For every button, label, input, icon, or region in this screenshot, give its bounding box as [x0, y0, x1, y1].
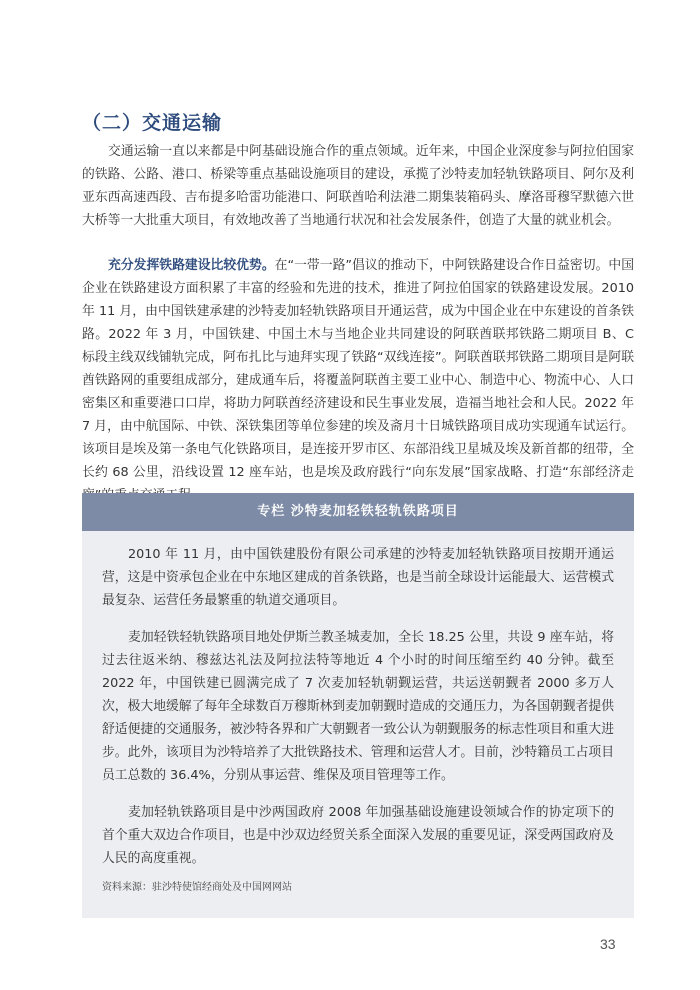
section-title: （二）交通运输	[82, 112, 223, 134]
source-note: 资料来源：驻沙特使馆经商处及中国网网站	[102, 882, 292, 893]
feature-box-paragraph: 麦加轻铁轻轨铁路项目地处伊斯兰教圣城麦加，全长 18.25 公里，共设 9 座车站，将过去往返米纳、穆兹达礼法及阿拉法特等地近 4 个小时的时间压缩至约 40 分钟。截至 2022 年，中国铁建已圆满完成了 7 次麦加轻轨朝觐运营，共运送朝觐者 2000 多万人次，极大地缓解了每年全球数百万穆斯林到麦加朝觐时造成的交通压力，为各国朝觐者提供舒适便捷的交通服务，被沙特各界和广大朝觐者一致公认为朝觐服务的标志性项目和重大进步。此外，该项目为沙特培养了大批铁路技术、管理和运营人才。目前，沙特籍员工占项目员工总数的 36.4%，分别从事运营、维保及项目管理等工作。	[102, 630, 614, 783]
intro-paragraph: 交通运输一直以来都是中阿基础设施合作的重点领域。近年来，中国企业深度参与阿拉伯国家的铁路、公路、港口、桥梁等重点基础设施项目的建设，承揽了沙特麦加轻轨铁路项目、阿尔及利亚东西高速西段、吉布提多哈雷功能港口、阿联酋哈利法港二期集装箱码头、摩洛哥穆罕默德六世大桥等一大批重大项目，有效地改善了当地通行状况和社会发展条件，创造了大量的就业机会。	[82, 144, 634, 228]
feature-box-paragraph: 麦加轻轨铁路项目是中沙两国政府 2008 年加强基础设施建设领域合作的协定项下的首个重大双边合作项目，也是中沙双边经贸关系全面深入发展的重要见证，深受两国政府及人民的高度重视。	[102, 805, 614, 866]
feature-box	[82, 493, 634, 918]
feature-box-body	[82, 531, 634, 893]
feature-box-header: 专栏 沙特麦加轻铁轻轨铁路项目	[82, 493, 634, 531]
rail-paragraph	[82, 254, 634, 507]
rail-body-text: 在“一带一路”倡议的推动下，中阿铁路建设合作日益密切。中国企业在铁路建设方面积累了丰富的经验和先进的技术，推进了阿拉伯国家的铁路建设发展。2010 年 11 月，由中国铁建承建的沙特麦加轻轨铁路项目开通运营，成为中国企业在中东建设的首条铁路。2022 年 3 月，中国铁建、中国土木与当地企业共同建设的阿联酋联邦铁路二期项目 B、C 标段主线双线铺轨完成，阿布扎比与迪拜实现了铁路“双线连接”。阿联酋联邦铁路二期项目是阿联酋铁路网的重要组成部分，建成通车后，将覆盖阿联酋主要工业中心、制造中心、物流中心、人口密集区和重要港口口岸，将助力阿联酋经济建设和民生事业发展，造福当地社会和人民。2022 年 7 月，由中航国际、中铁、深铁集团等单位参建的埃及斋月十日城铁路项目成功实现通车试运行。该项目是埃及第一条电气化铁路项目，是连接开罗市区、东部沿线卫星城及埃及新首都的纽带，全长约 68 公里，沿线设置 12 座车站，也是埃及政府践行“向东发展”国家战略、打造“东部经济走	[82, 258, 635, 480]
page-number: 33	[600, 936, 616, 952]
feature-box-paragraph: 2010 年 11 月，由中国铁建股份有限公司承建的沙特麦加轻轨铁路项目按期开通运营，这是中资承包企业在中东地区建成的首条铁路，也是当前全球设计运能最大、运营模式最复杂、运营任务最繁重的轨道交通项目。	[102, 547, 614, 608]
rail-lead-text: 充分发挥铁路建设比较优势。	[108, 258, 275, 273]
